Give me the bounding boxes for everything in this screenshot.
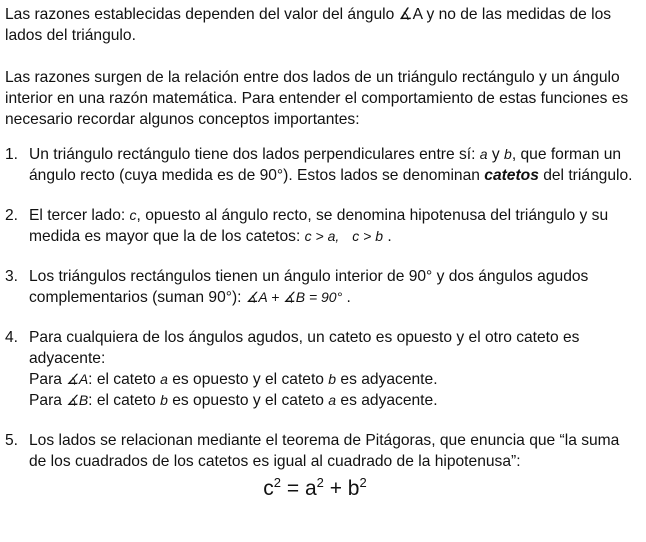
var-b: b — [504, 146, 512, 162]
intro-paragraph-2: Las razones surgen de la relación entre dos lados de un triángulo rectángulo y un ángulo interior en una razón matemática. Para entender el comportamiento de estas funciones es necesario recordar algunos conceptos importantes: — [5, 69, 629, 128]
list-item — [5, 205, 635, 247]
var-b: b — [160, 392, 168, 408]
item-text: , que forman un ángulo recto (cuya medida es de 90°). Estos lados se denominan — [29, 146, 622, 184]
item-number: 5. — [5, 432, 19, 449]
item-text: Un triángulo rectángulo tiene dos lados perpendiculares entre sí: — [29, 146, 480, 163]
formula-exponent: 2 — [316, 475, 324, 490]
list-item — [5, 144, 635, 186]
sub-line-angle-a — [29, 371, 438, 388]
item-text: . — [383, 228, 392, 245]
sub-line-text: es adyacente. — [336, 392, 438, 409]
list-item — [5, 327, 635, 411]
inequality-1: c > a, — [304, 228, 340, 244]
list-item — [5, 266, 635, 308]
sub-line-text: es adyacente. — [336, 371, 438, 388]
var-b: b — [328, 371, 337, 387]
var-a: a — [160, 371, 168, 387]
item-text: Los lados se relacionan mediante el teorema de Pitágoras, que enuncia que “la suma de los cuadrados de los catetos es igual al cuadrado de la hipotenusa”: — [29, 432, 620, 470]
item-text: Para cualquiera de los ángulos agudos, un cateto es opuesto y el otro cateto es adyacente: — [29, 329, 580, 367]
item-text: Los triángulos rectángulos tienen un ángulo interior de 90° y dos ángulos agudos complementarios (suman 90°): — [29, 268, 589, 306]
formula-c: c — [263, 477, 274, 500]
angle-a: ∡A — [66, 371, 89, 387]
formula-exponent: 2 — [273, 475, 281, 490]
var-a: a — [328, 392, 337, 408]
item-number: 2. — [5, 207, 19, 224]
angle-sum-equation: ∡A + ∡B = 90° — [245, 289, 343, 305]
item-number: 4. — [5, 329, 19, 346]
sub-line-text: es opuesto y el cateto — [167, 371, 329, 388]
angle-b: ∡B — [66, 392, 89, 408]
pythagorean-formula — [5, 476, 635, 502]
concept-list — [5, 144, 635, 472]
item-text: y — [487, 146, 505, 163]
formula-exponent: 2 — [359, 475, 367, 490]
var-c: c — [129, 207, 137, 223]
item-number: 1. — [5, 146, 19, 163]
item-text: del triángulo. — [538, 167, 633, 184]
sub-line-angle-b — [29, 392, 438, 409]
formula-a: a — [304, 477, 317, 500]
item-number: 3. — [5, 268, 19, 285]
intro-paragraph-1: Las razones establecidas dependen del valor del ángulo ∡A y no de las medidas de los lados del triángulo. — [5, 6, 612, 44]
sub-line-text: Para — [29, 371, 67, 388]
list-item — [5, 430, 635, 472]
item-text: , opuesto al ángulo recto, se denomina hipotenusa del triángulo y su medida es mayor que la de los catetos: — [29, 207, 609, 245]
item-text: El tercer lado: — [29, 207, 130, 224]
item-text: . — [342, 289, 351, 306]
document-body — [5, 4, 635, 502]
sub-line-text: es opuesto y el cateto — [167, 392, 329, 409]
var-a: a — [479, 146, 488, 162]
bold-term: catetos — [484, 167, 539, 184]
formula-plus: + — [323, 477, 348, 500]
formula-b: b — [347, 477, 360, 500]
sub-line-text: : el cateto — [88, 392, 161, 409]
sub-line-text: Para — [29, 392, 67, 409]
formula-equals: = — [281, 477, 305, 500]
inequality-2: c > b — [352, 228, 384, 244]
sub-line-text: : el cateto — [88, 371, 161, 388]
